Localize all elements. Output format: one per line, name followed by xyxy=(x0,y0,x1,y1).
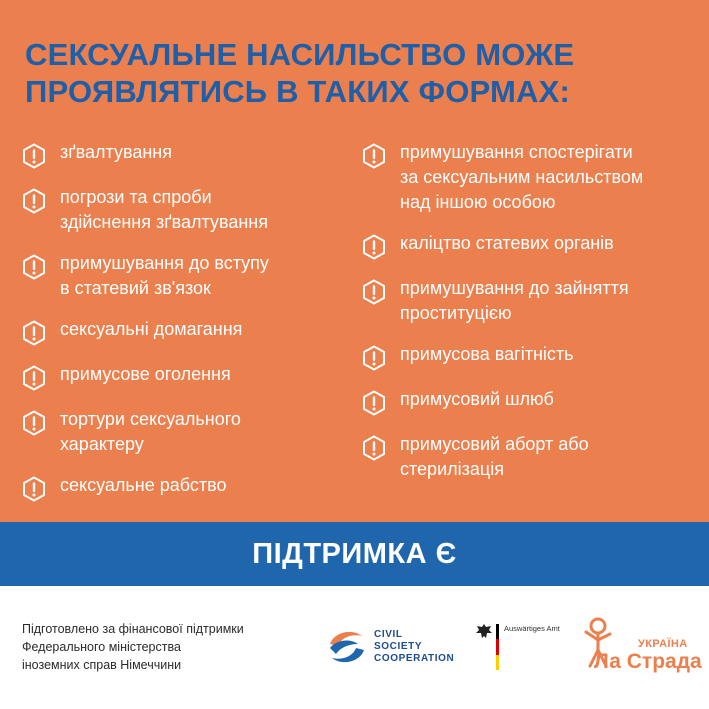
exclamation-hexagon-icon xyxy=(362,390,386,416)
logo-word: COOPERATION xyxy=(374,653,455,664)
list-item xyxy=(362,140,702,215)
support-banner xyxy=(0,522,709,586)
exclamation-hexagon-icon xyxy=(22,320,46,346)
la-strada-logo xyxy=(580,616,700,680)
list-item-line: сексуальні домагання xyxy=(60,319,243,339)
exclamation-hexagon-icon xyxy=(362,234,386,260)
list-item-line: примушування спостерігати xyxy=(400,142,633,162)
footer xyxy=(0,586,709,709)
list-item-line: каліцтво статевих органів xyxy=(400,233,614,253)
list-item-text xyxy=(60,362,231,387)
exclamation-hexagon-icon xyxy=(362,279,386,305)
list-item-line: в статевий зв'язок xyxy=(60,278,211,298)
list-item xyxy=(362,231,702,260)
la-strada-country: УКРАЇНА xyxy=(638,638,688,650)
list-item xyxy=(22,407,342,457)
credit-line: іноземних справ Німеччини xyxy=(22,658,182,672)
list-item xyxy=(22,251,342,301)
list-item-line: примусовий аборт або xyxy=(400,434,589,454)
list-item-line: над іншою особою xyxy=(400,192,556,212)
federal-eagle-icon xyxy=(474,622,494,642)
list-item xyxy=(362,276,702,326)
list-item-line: примусове оголення xyxy=(60,364,231,384)
credit-line: Федерального міністерства xyxy=(22,640,181,654)
list-item-line: за сексуальним насильством xyxy=(400,167,644,187)
german-flag-stripe xyxy=(496,624,499,670)
list-item-line: здійснення зґвалтування xyxy=(60,212,268,232)
civil-society-words xyxy=(374,629,454,665)
auswartiges-amt-text: Auswärtiges Amt xyxy=(504,624,560,633)
title-line-2: ПРОЯВЛЯТИСЬ В ТАКИХ ФОРМАХ: xyxy=(25,74,570,109)
logo-word: CIVIL xyxy=(374,629,403,640)
list-item-text xyxy=(60,317,242,342)
list-item xyxy=(22,317,342,346)
exclamation-hexagon-icon xyxy=(22,365,46,391)
civil-society-swirl-icon xyxy=(326,626,368,668)
exclamation-hexagon-icon xyxy=(22,188,46,214)
list-item-text xyxy=(400,140,643,215)
list-item-line: примушування до вступу xyxy=(60,253,269,273)
list-item-text xyxy=(400,231,614,256)
la-strada-name: Ла Страда xyxy=(594,650,702,673)
list-item-line: примушування до зайняття xyxy=(400,278,629,298)
forms-list-left xyxy=(22,140,342,518)
list-item xyxy=(362,432,702,482)
auswartiges-amt-logo xyxy=(474,622,574,676)
list-item-line: стерилізація xyxy=(400,459,504,479)
list-item-line: проституцією xyxy=(400,303,512,323)
exclamation-hexagon-icon xyxy=(22,254,46,280)
list-item-line: погрози та спроби xyxy=(60,187,212,207)
list-item-text xyxy=(60,140,172,165)
exclamation-hexagon-icon xyxy=(22,410,46,436)
list-item xyxy=(22,473,342,502)
list-item-text xyxy=(60,473,226,498)
logo-word: SOCIETY xyxy=(374,641,423,652)
list-item-line: примусовий шлюб xyxy=(400,389,554,409)
list-item xyxy=(362,342,702,371)
list-item xyxy=(22,185,342,235)
list-item-line: сексуальне рабство xyxy=(60,475,227,495)
list-item-text xyxy=(60,251,269,301)
list-item-text xyxy=(400,276,629,326)
title-line-1: СЕКСУАЛЬНЕ НАСИЛЬСТВО МОЖЕ xyxy=(25,37,575,72)
list-item-line: тортури сексуального xyxy=(60,409,241,429)
civil-society-cooperation-logo xyxy=(326,626,456,670)
list-item-text xyxy=(60,185,268,235)
list-item xyxy=(362,387,702,416)
list-item-text xyxy=(400,342,574,367)
list-item-text xyxy=(400,432,589,482)
forms-list-right xyxy=(362,140,702,498)
page-title xyxy=(25,36,685,110)
list-item-text xyxy=(400,387,554,412)
list-item xyxy=(22,140,342,169)
list-item-line: зґвалтування xyxy=(60,142,172,162)
credit-text xyxy=(22,620,312,674)
list-item-line: характеру xyxy=(60,434,144,454)
exclamation-hexagon-icon xyxy=(362,143,386,169)
exclamation-hexagon-icon xyxy=(22,143,46,169)
exclamation-hexagon-icon xyxy=(362,435,386,461)
exclamation-hexagon-icon xyxy=(22,476,46,502)
list-item xyxy=(22,362,342,391)
list-item-line: примусова вагітність xyxy=(400,344,574,364)
banner-text: ПІДТРИМКА Є xyxy=(252,537,457,570)
credit-line: Підготовлено за фінансової підтримки xyxy=(22,622,244,636)
list-item-text xyxy=(60,407,241,457)
exclamation-hexagon-icon xyxy=(362,345,386,371)
